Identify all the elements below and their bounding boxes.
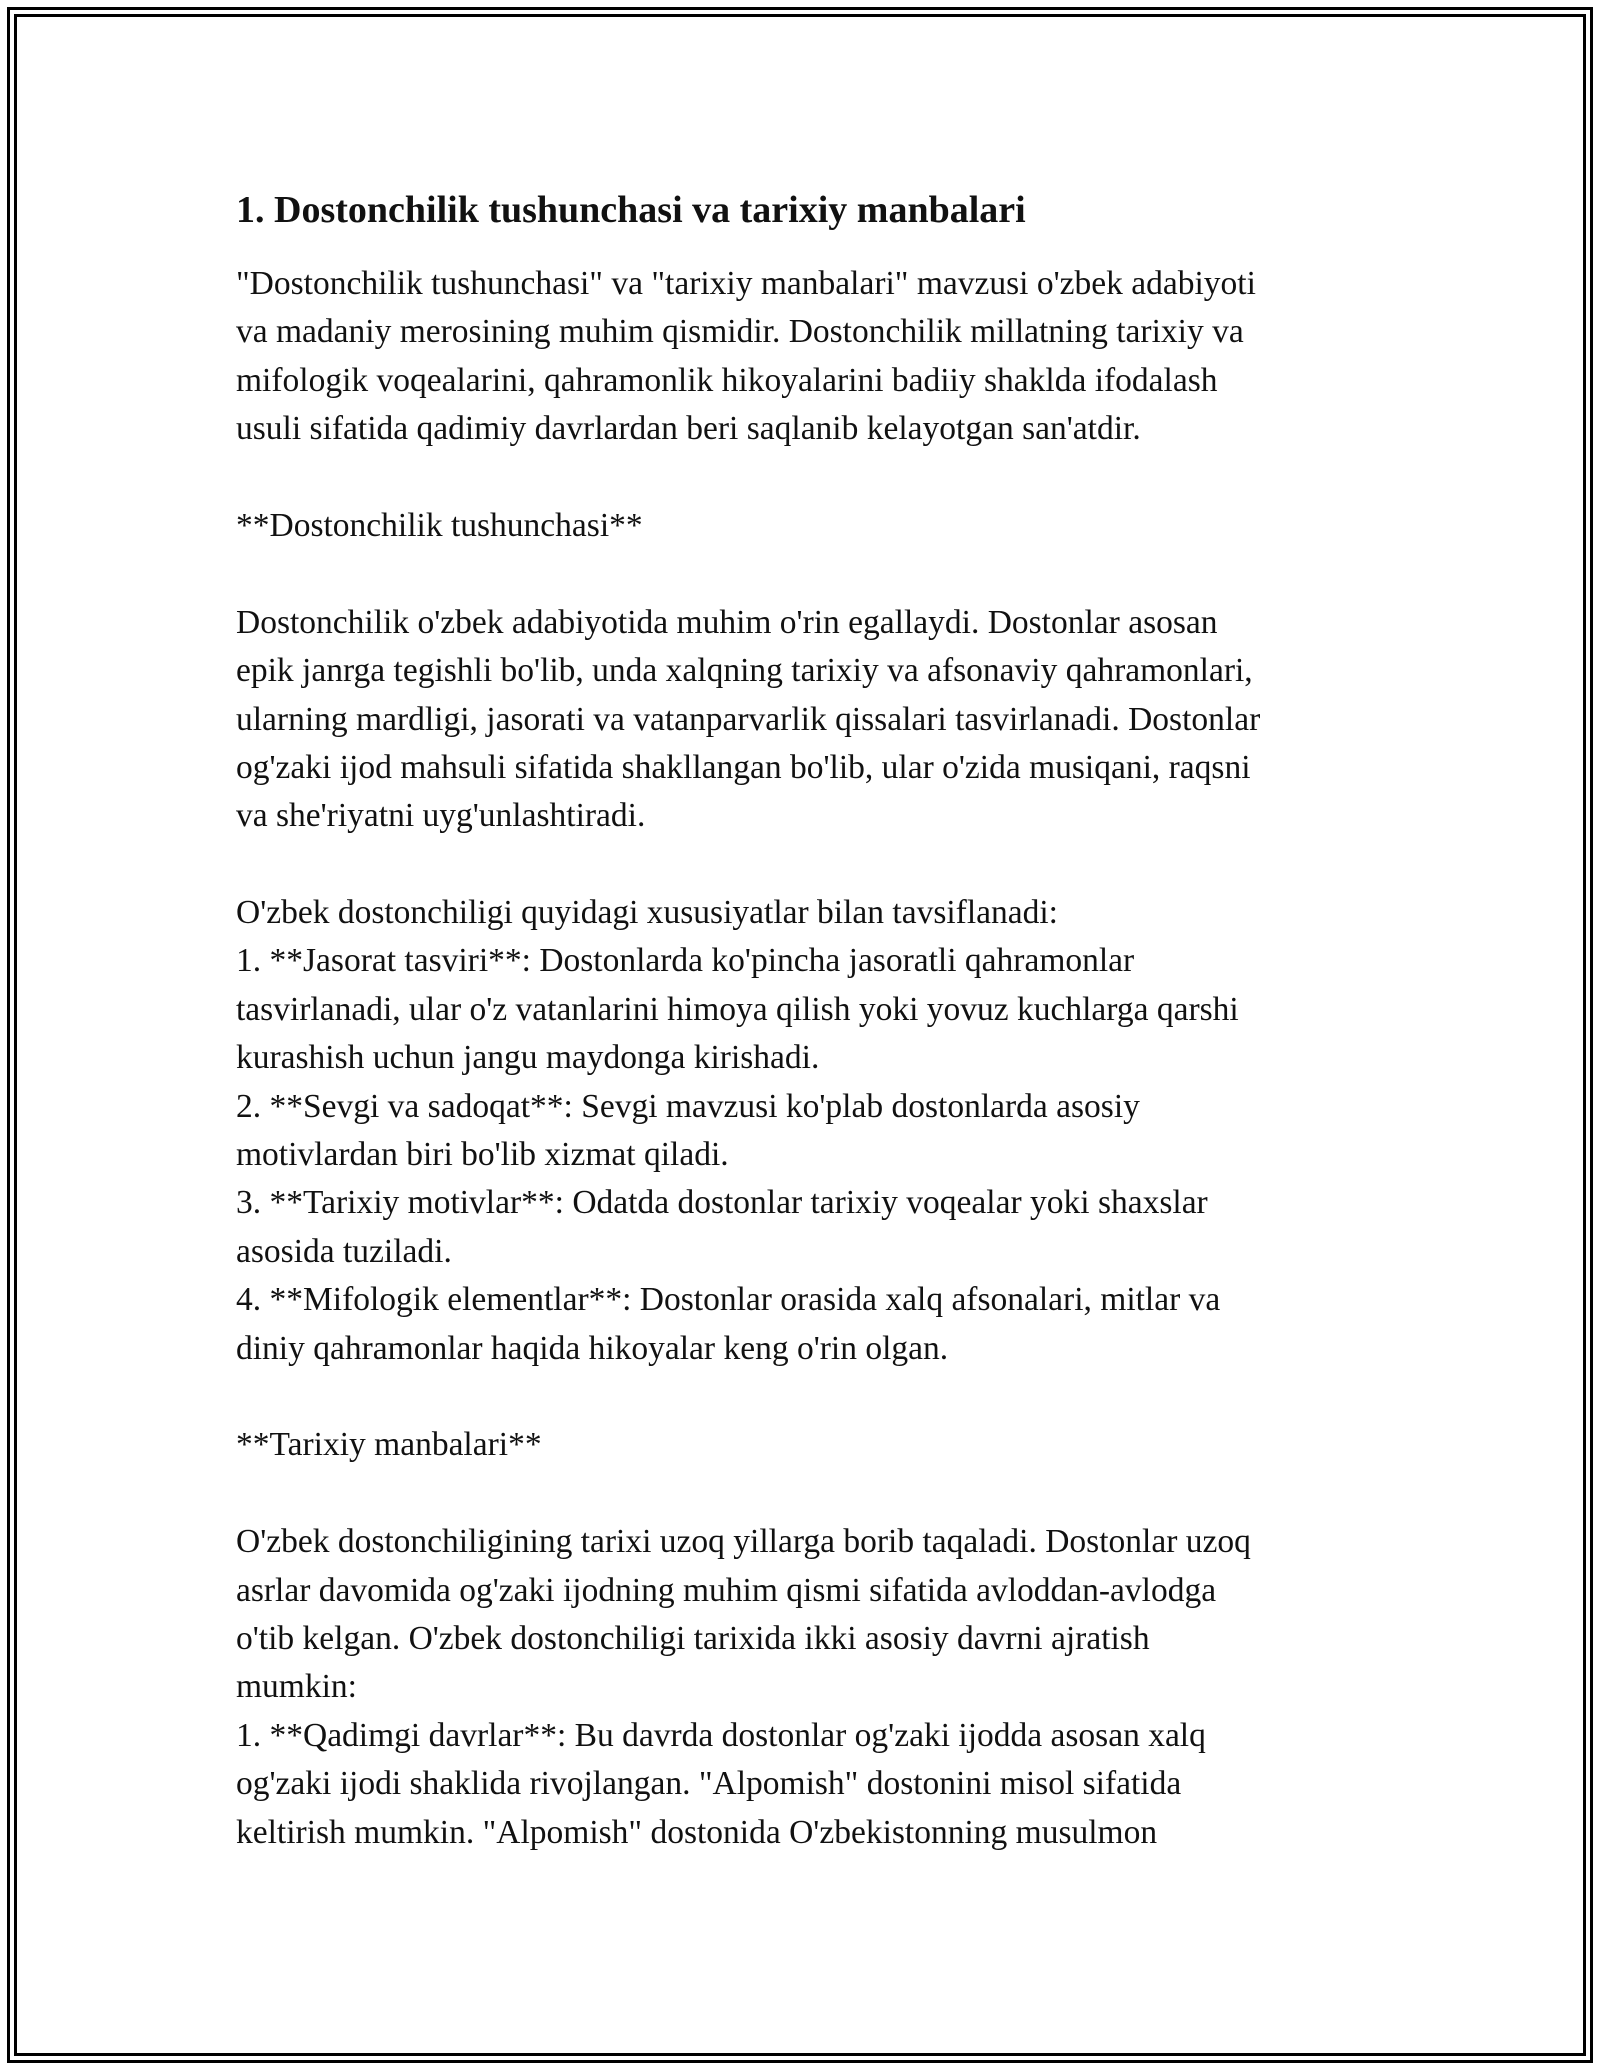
text-line: O'zbek dostonchiligi quyidagi xususiyatlar bilan tavsiflanadi: [236,894,1058,932]
text-line: asosida tuziladi. [236,1232,452,1270]
text-line: O'zbek dostonchiligining tarixi uzoq yillarga borib taqaladi. Dostonlar uzoq [236,1523,1251,1561]
text-line: kurashish uchun jangu maydonga kirishadi. [236,1039,820,1077]
blank-line [236,1470,1376,1518]
blank-line [236,454,1376,502]
text-line: 3. **Tarixiy motivlar**: Odatda dostonlar tarixiy voqealar yoki shaxslar [236,1184,1208,1222]
text-line: "Dostonchilik tushunchasi" va "tarixiy manbalari" mavzusi o'zbek adabiyoti [236,265,1256,302]
blank-line [236,550,1376,598]
text-line: va madaniy merosining muhim qismidir. Dostonchilik millatning tarixiy va [236,313,1244,351]
text-line: mifologik voqealarini, qahramonlik hikoyalarini badiiy shaklda ifodalash [236,361,1218,399]
text-line: Dostonchilik o'zbek adabiyotida muhim o'rin egallaydi. Dostonlar asosan [236,603,1218,641]
text-line: ularning mardligi, jasorati va vatanparvarlik qissalari tasvirlanadi. Dostonlar [236,700,1261,738]
text-line: tasvirlanadi, ular o'z vatanlarini himoya qilish yoki yovuz kuchlarga qarshi [236,990,1239,1028]
text-line: **Tarixiy manbalari** [236,1426,542,1464]
blank-line [236,841,1376,889]
section-heading: 1. Dostonchilik tushunchasi va tarixiy manbalari [236,189,1026,231]
text-line: **Dostonchilik tushunchasi** [236,506,643,544]
text-line: o'tib kelgan. O'zbek dostonchiligi tarixida ikki asosiy davrni ajratish [236,1619,1150,1657]
text-line: 1. **Jasorat tasviri**: Dostonlarda ko'pincha jasoratli qahramonlar [236,942,1135,980]
text-line: epik janrga tegishli bo'lib, unda xalqning tarixiy va afsonaviy qahramonlari, [236,652,1253,690]
text-line: mumkin: [236,1668,357,1706]
text-block [236,260,1376,1857]
text-line: asrlar davomida og'zaki ijodning muhim qismi sifatida avloddan-avlodga [236,1571,1217,1609]
text-line: diniy qahramonlar haqida hikoyalar keng o'rin olgan. [236,1329,949,1367]
text-line: 4. **Mifologik elementlar**: Dostonlar orasida xalq afsonalari, mitlar va [236,1281,1221,1319]
text-line: motivlardan biri bo'lib xizmat qiladi. [236,1136,729,1174]
text-line: 1. **Qadimgi davrlar**: Bu davrda dostonlar og'zaki ijodda asosan xalq [236,1716,1206,1754]
text-line: og'zaki ijodi shaklida rivojlangan. "Alpomish" dostonini misol sifatida [236,1765,1182,1803]
text-line: usuli sifatida qadimiy davrlardan beri saqlanib kelayotgan san'atdir. [236,410,1141,448]
text-line: 2. **Sevgi va sadoqat**: Sevgi mavzusi ko'plab dostonlarda asosiy [236,1087,1140,1125]
blank-line [236,1373,1376,1421]
text-line: og'zaki ijod mahsuli sifatida shakllangan bo'lib, ular o'zida musiqani, raqsni [236,748,1251,786]
text-line: va she'riyatni uyg'unlashtiradi. [236,797,646,835]
text-line: keltirish mumkin. "Alpomish" dostonida O'zbekistonning musulmon [236,1813,1158,1851]
document-body [236,186,1376,1857]
